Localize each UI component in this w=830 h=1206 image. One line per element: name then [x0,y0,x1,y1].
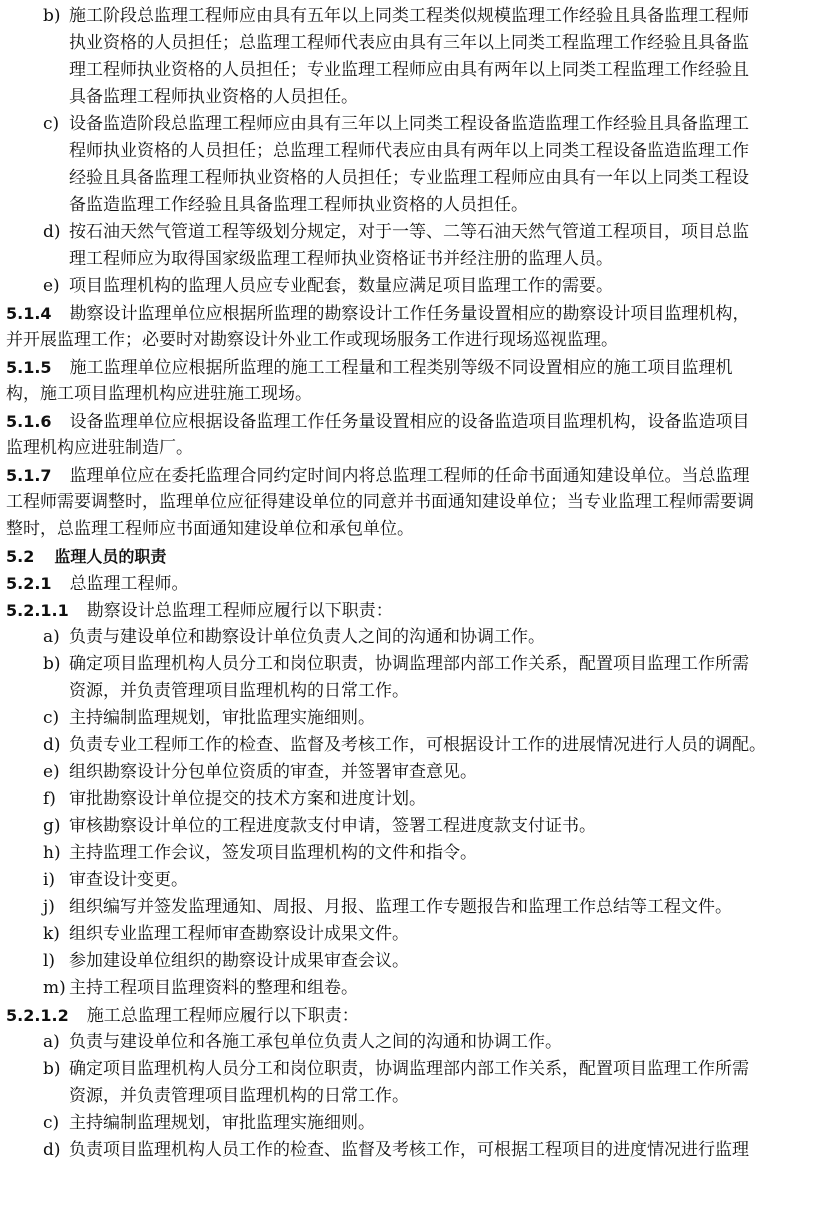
line-text: 备监造监理工作经验且具备监理工程师执业资格的人员担任。 [69,195,528,215]
line-text: 执业资格的人员担任；总监理工程师代表应由具有三年以上同类工程监理工作经验且具备监 [69,33,749,53]
list-item-continuation [6,138,824,165]
clause [6,354,824,381]
list-item-label: a) [43,627,60,647]
list-item-label: d) [43,222,61,242]
list-item [6,813,824,840]
line-text: 总监理工程师。 [69,574,189,594]
line-text: 经验且具备监理工程师执业资格的人员担任；专业监理工程师应由具有一年以上同类工程设 [69,168,749,188]
line-text: 理工程师执业资格的人员担任；专业监理工程师应由具有两年以上同类工程监理工作经验且 [69,60,749,80]
list-item [6,651,824,678]
list-item-label: g) [43,816,61,836]
list-item-label: e) [43,276,60,296]
line-text: 主持编制监理规划，审批监理实施细则。 [69,1113,375,1133]
clause-number: 5.2.1.1 [6,601,69,620]
list-item [6,1056,824,1083]
list-item [6,867,824,894]
list-item [6,921,824,948]
list-item [6,624,824,651]
list-item [6,1137,824,1164]
line-text: 施工总监理工程师应履行以下职责： [86,1006,359,1026]
section-heading [6,543,824,570]
clause-continuation [6,516,824,543]
list-item-continuation [6,678,824,705]
clause [6,597,824,624]
line-text: 组织勘察设计分包单位资质的审查，并签署审查意见。 [69,762,477,782]
list-item-continuation [6,57,824,84]
list-item [6,948,824,975]
line-text: 负责专业工程师工作的检查、监督及考核工作，可根据设计工作的进展情况进行人员的调配。 [69,735,766,755]
line-text: 程师执业资格的人员担任；总监理工程师代表应由具有两年以上同类工程设备监造监理工作 [69,141,749,161]
line-text: 组织编写并签发监理通知、周报、月报、监理工作专题报告和监理工作总结等工程文件。 [69,897,732,917]
list-item [6,111,824,138]
line-text: 主持监理工作会议，签发项目监理机构的文件和指令。 [69,843,477,863]
list-item-label: b) [43,1059,61,1079]
section-title: 监理人员的职责 [54,547,167,566]
list-item-label: m) [43,978,66,998]
line-text: 按石油天然气管道工程等级划分规定，对于一等、二等石油天然气管道工程项目，项目总监 [69,222,749,242]
list-item [6,975,824,1002]
list-item-label: c) [43,114,60,134]
clause-number: 5.1.7 [6,466,52,485]
line-text: 确定项目监理机构人员分工和岗位职责，协调监理部内部工作关系，配置项目监理工作所需 [69,654,749,674]
line-text: 监理机构应进驻制造厂。 [6,438,193,458]
list-item [6,1110,824,1137]
list-item-label: c) [43,1113,60,1133]
clause-number: 5.2.1.2 [6,1006,69,1025]
line-text: 审批勘察设计单位提交的技术方案和进度计划。 [69,789,426,809]
clause-number: 5.2.1 [6,574,52,593]
line-text: 勘察设计总监理工程师应履行以下职责： [86,601,393,621]
clause [6,462,824,489]
line-text: 项目监理机构的监理人员应专业配套，数量应满足项目监理工作的需要。 [69,276,613,296]
line-text: 确定项目监理机构人员分工和岗位职责，协调监理部内部工作关系，配置项目监理工作所需 [69,1059,749,1079]
line-text: 构，施工项目监理机构应进驻施工现场。 [6,384,312,404]
clause-continuation [6,327,824,354]
clause [6,570,824,597]
clause-continuation [6,435,824,462]
clause-number: 5.1.5 [6,358,52,377]
list-item [6,1029,824,1056]
line-text: 负责与建设单位和各施工承包单位负责人之间的沟通和协调工作。 [69,1032,562,1052]
list-item-label: i) [43,870,56,890]
list-item [6,219,824,246]
line-text: 负责项目监理机构人员工作的检查、监督及考核工作，可根据工程项目的进度情况进行监理 [69,1140,749,1160]
list-item-continuation [6,84,824,111]
clause [6,408,824,435]
clause-number: 5.1.6 [6,412,52,431]
line-text: 施工阶段总监理工程师应由具有五年以上同类工程类似规模监理工作经验且具备监理工程师 [69,6,749,26]
section-number: 5.2 [6,547,35,566]
list-item [6,732,824,759]
list-item [6,894,824,921]
clause-continuation [6,489,824,516]
clause-number: 5.1.4 [6,304,52,323]
line-text: 并开展监理工作；必要时对勘察设计外业工作或现场服务工作进行现场巡视监理。 [6,330,618,350]
list-item-label: h) [43,843,61,863]
line-text: 设备监理单位应根据设备监理工作任务量设置相应的设备监造项目监理机构，设备监造项目 [69,412,750,432]
list-item-label: c) [43,708,60,728]
line-text: 施工监理单位应根据所监理的施工工程量和工程类别等级不同设置相应的施工项目监理机 [69,358,733,378]
line-text: 负责与建设单位和勘察设计单位负责人之间的沟通和协调工作。 [69,627,545,647]
line-text: 设备监造阶段总监理工程师应由具有三年以上同类工程设备监造监理工作经验且具备监理工 [69,114,749,134]
line-text: 主持编制监理规划，审批监理实施细则。 [69,708,375,728]
list-item-label: b) [43,654,61,674]
list-item [6,840,824,867]
line-text: 资源，并负责管理项目监理机构的日常工作。 [69,681,409,701]
line-text: 具备监理工程师执业资格的人员担任。 [69,87,358,107]
line-text: 监理单位应在委托监理合同约定时间内将总监理工程师的任命书面通知建设单位。当总监理 [69,466,750,486]
line-text: 整时，总监理工程师应书面通知建设单位和承包单位。 [6,519,414,539]
list-item-continuation [6,1083,824,1110]
list-item-label: d) [43,735,61,755]
list-item [6,786,824,813]
list-item-continuation [6,246,824,273]
list-item-label: a) [43,1032,60,1052]
line-text: 参加建设单位组织的勘察设计成果审查会议。 [69,951,409,971]
list-item-continuation [6,30,824,57]
line-text: 工程师需要调整时，监理单位应征得建设单位的同意并书面通知建设单位；当专业监理工程师需要调 [6,492,754,512]
list-item-label: l) [43,951,56,971]
list-item-label: f) [43,789,56,809]
list-item-label: e) [43,762,60,782]
list-item-continuation [6,165,824,192]
list-item-label: b) [43,6,61,26]
list-item [6,759,824,786]
line-text: 理工程师应为取得国家级监理工程师执业资格证书并经注册的监理人员。 [69,249,613,269]
list-item [6,273,824,300]
list-item-label: j) [43,897,55,917]
list-item-label: k) [43,924,60,944]
list-item [6,3,824,30]
list-item-continuation [6,192,824,219]
clause-continuation [6,381,824,408]
line-text: 主持工程项目监理资料的整理和组卷。 [69,978,358,998]
clause [6,300,824,327]
line-text: 勘察设计监理单位应根据所监理的勘察设计工作任务量设置相应的勘察设计项目监理机构， [69,304,750,324]
list-item [6,705,824,732]
line-text: 审查设计变更。 [69,870,188,890]
line-text: 审核勘察设计单位的工程进度款支付申请，签署工程进度款支付证书。 [69,816,596,836]
clause [6,1002,824,1029]
line-text: 资源，并负责管理项目监理机构的日常工作。 [69,1086,409,1106]
list-item-label: d) [43,1140,61,1160]
line-text: 组织专业监理工程师审查勘察设计成果文件。 [69,924,409,944]
